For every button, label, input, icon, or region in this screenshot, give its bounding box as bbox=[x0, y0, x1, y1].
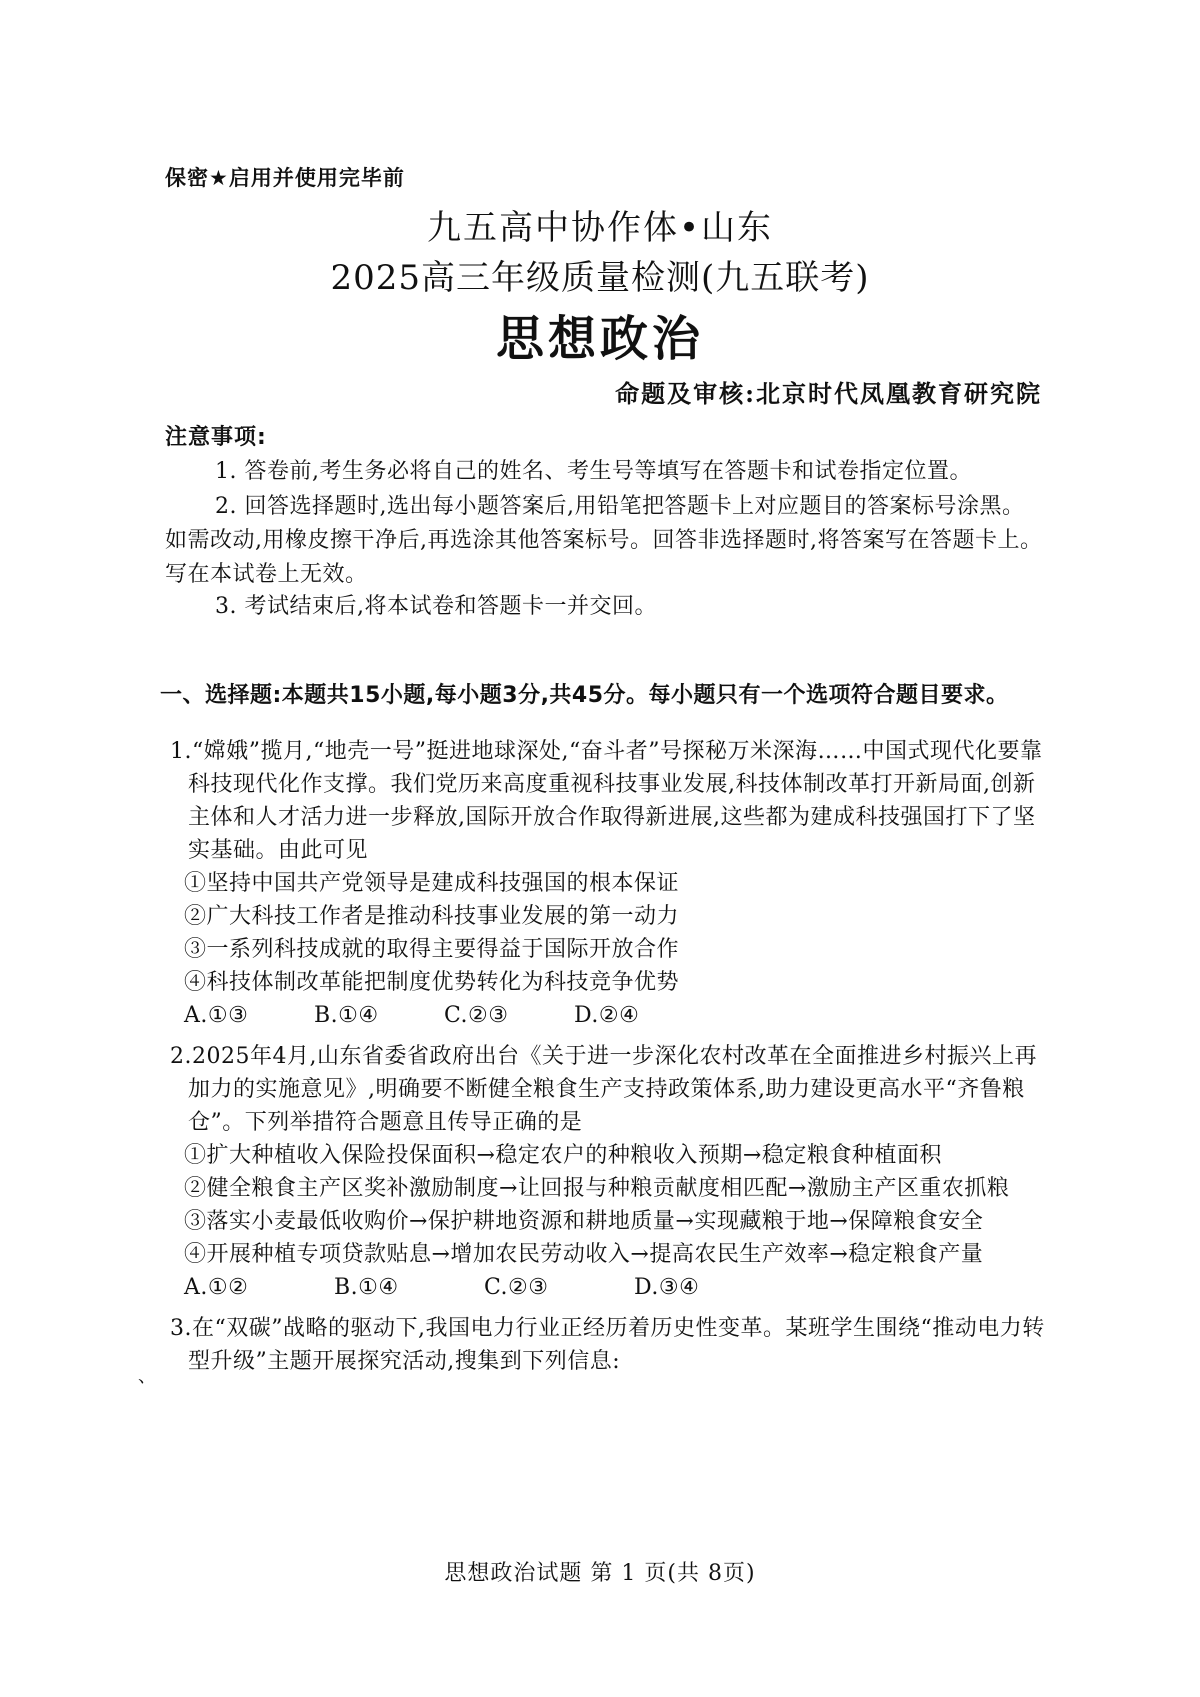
organization-title: 九五高中协作体•山东 bbox=[426, 208, 774, 248]
option-d: D.③④ bbox=[634, 1275, 700, 1300]
question-statement: ②健全粮食主产区奖补激励制度→让回报与种粮贡献度相匹配→激励主产区重农抓粮 bbox=[184, 1176, 1010, 1201]
question-statement: ①扩大种植收入保险投保面积→稳定农户的种粮收入预期→稳定粮食种植面积 bbox=[184, 1143, 942, 1168]
author-line: 命题及审核:北京时代凤凰教育研究院 bbox=[615, 379, 1042, 408]
answer-options bbox=[170, 1271, 1050, 1304]
question-statement: ②广大科技工作者是推动科技事业发展的第一动力 bbox=[184, 904, 680, 929]
question-stem: 3.在“双碳”战略的驱动下,我国电力行业正经历着历史性变革。某班学生围绕“推动电力转型升级”主题开展探究活动,搜集到下列信息: bbox=[170, 1316, 1045, 1374]
option-c: C.②③ bbox=[444, 1003, 509, 1028]
question-statement: ①坚持中国共产党领导是建成科技强国的根本保证 bbox=[184, 871, 680, 896]
notice-item-1: 1. 答卷前,考生务必将自己的姓名、考生号等填写在答题卡和试卷指定位置。 bbox=[215, 459, 972, 484]
option-b: B.①④ bbox=[334, 1275, 399, 1300]
question-1 bbox=[170, 735, 1050, 1032]
question-statement: ③落实小麦最低收购价→保护耕地资源和耕地质量→实现藏粮于地→保障粮食安全 bbox=[184, 1209, 984, 1234]
question-2 bbox=[170, 1040, 1050, 1304]
answer-options bbox=[170, 999, 1050, 1032]
option-a: A.①③ bbox=[184, 1003, 249, 1028]
scan-mark: 、 bbox=[138, 1366, 156, 1386]
option-b: B.①④ bbox=[314, 1003, 379, 1028]
option-d: D.②④ bbox=[574, 1003, 640, 1028]
confidential-label: 保密★启用并使用完毕前 bbox=[165, 166, 405, 190]
section-heading: 一、选择题:本题共15小题,每小题3分,共45分。每小题只有一个选项符合题目要求。 bbox=[160, 683, 1009, 708]
question-statement: ③一系列科技成就的取得主要得益于国际开放合作 bbox=[184, 937, 680, 962]
notice-heading: 注意事项: bbox=[165, 425, 267, 450]
question-3 bbox=[170, 1312, 1050, 1378]
question-stem: 2.2025年4月,山东省委省政府出台《关于进一步深化农村改革在全面推进乡村振兴上再加力的实施意见》,明确要不断健全粮食生产支持政策体系,助力建设更高水平“齐鲁粮仓”。下列举措符合题意且传导正确的是 bbox=[170, 1044, 1037, 1135]
subject-title: 思想政治 bbox=[495, 311, 704, 367]
exam-title: 2025高三年级质量检测(九五联考) bbox=[330, 258, 870, 298]
question-stem: 1.“嫦娥”揽月,“地壳一号”挺进地球深处,“奋斗者”号探秘万米深海……中国式现代化要靠科技现代化作支撑。我们党历来高度重视科技事业发展,科技体制改革打开新局面,创新主体和人才活力进一步释放,国际开放合作取得新进展,这些都为建成科技强国打下了坚实基础。由此可见 bbox=[170, 739, 1043, 863]
notice-item-2: 2. 回答选择题时,选出每小题答案后,用铅笔把答题卡上对应题目的答案标号涂黑。如需改动,用橡皮擦干净后,再选涂其他答案标号。回答非选择题时,将答案写在答题卡上。写在本试卷上无效。 bbox=[165, 494, 1043, 587]
option-a: A.①② bbox=[184, 1275, 249, 1300]
notice-item-3: 3. 考试结束后,将本试卷和答题卡一并交回。 bbox=[215, 594, 657, 619]
option-c: C.②③ bbox=[484, 1275, 549, 1300]
question-statement: ④开展种植专项贷款贴息→增加农民劳动收入→提高农民生产效率→稳定粮食产量 bbox=[184, 1242, 984, 1267]
question-statement: ④科技体制改革能把制度优势转化为科技竞争优势 bbox=[184, 970, 680, 995]
page-footer: 思想政治试题 第 1 页(共 8页) bbox=[444, 1561, 756, 1586]
